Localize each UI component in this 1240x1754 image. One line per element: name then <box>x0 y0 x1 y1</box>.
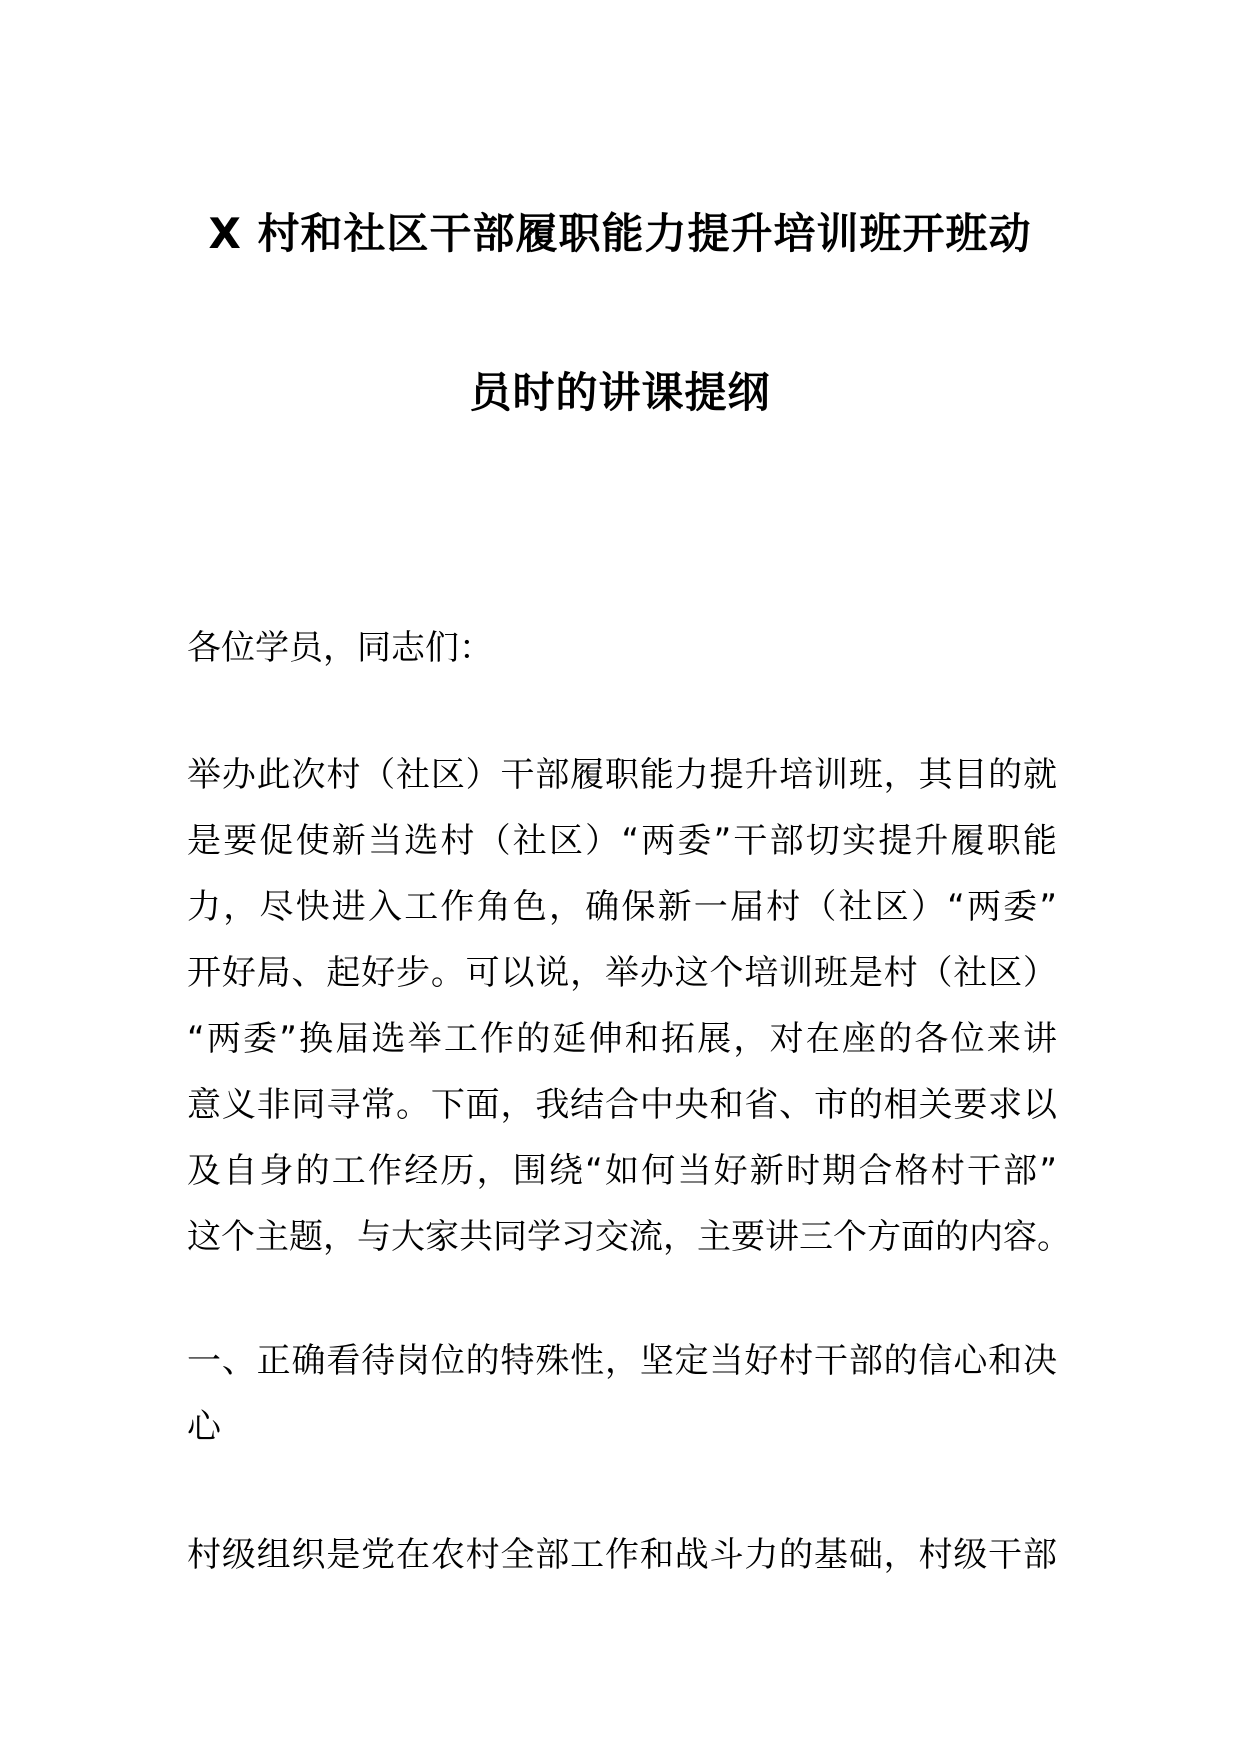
paragraph-line: 及自身的工作经历，围绕“如何当好新时期合格村干部” <box>187 1151 1057 1191</box>
document-title-line-2: 员时的讲课提纲 <box>469 368 771 417</box>
paragraph-line: 力，尽快进入工作角色，确保新一届村（社区）“两委” <box>187 887 1057 927</box>
paragraph-line: 是要促使新当选村（社区）“两委”干部切实提升履职能 <box>187 821 1057 861</box>
paragraph-line: 举办此次村（社区）干部履职能力提升培训班，其目的就 <box>187 755 1057 795</box>
salutation: 各位学员，同志们： <box>187 628 493 668</box>
heading-line: 心 <box>187 1407 221 1447</box>
paragraph-line: “两委”换届选举工作的延伸和拓展，对在座的各位来讲 <box>187 1019 1057 1059</box>
paragraph-line: 意义非同寻常。下面，我结合中央和省、市的相关要求以 <box>187 1085 1057 1125</box>
paragraph-intro <box>187 742 1071 1270</box>
heading-line: 一、正确看待岗位的特殊性，坚定当好村干部的信心和决 <box>187 1341 1057 1381</box>
paragraph-line: 村级组织是党在农村全部工作和战斗力的基础，村级干部 <box>187 1535 1057 1575</box>
paragraph-line: 开好局、起好步。可以说，举办这个培训班是村（社区） <box>187 953 1057 993</box>
paragraph-line: 这个主题，与大家共同学习交流，主要讲三个方面的内容。 <box>187 1217 1071 1257</box>
section-heading-1 <box>187 1328 1057 1460</box>
document-title-line-1: X 村和社区干部履职能力提升培训班开班动 <box>208 209 1032 258</box>
paragraph-section-1 <box>187 1522 1057 1588</box>
